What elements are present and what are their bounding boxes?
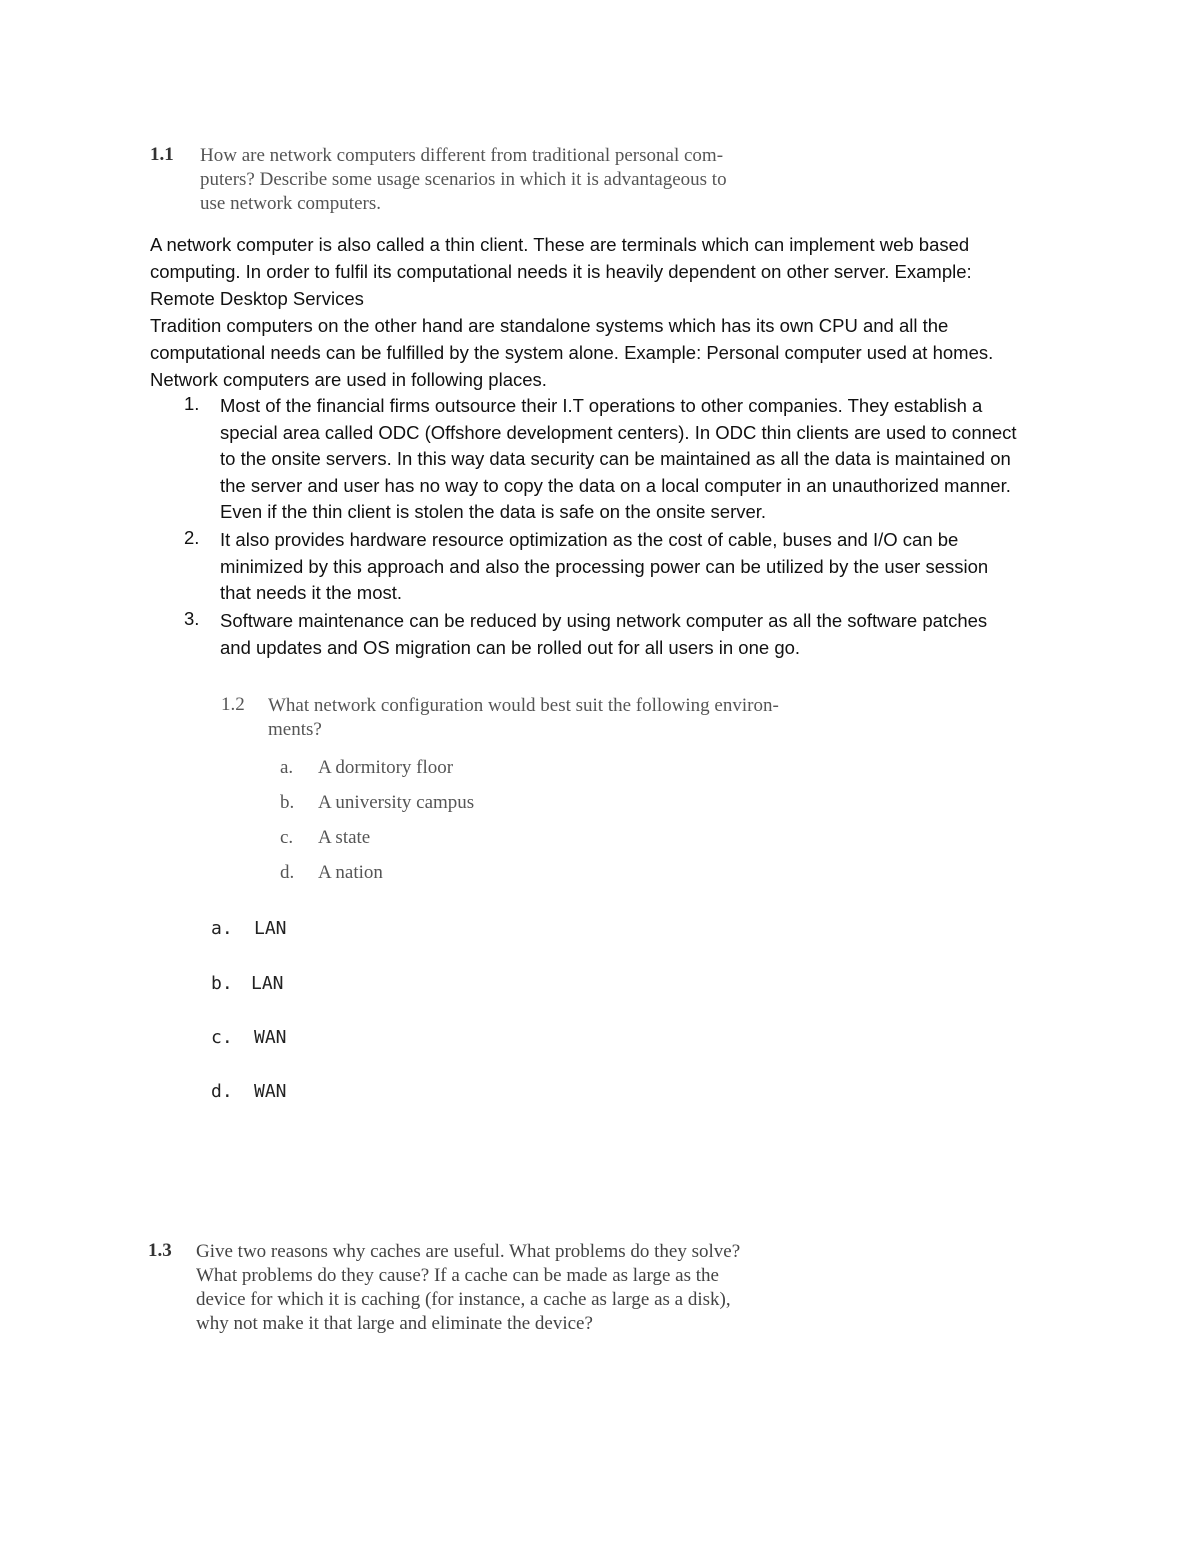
list-number: 3. [184, 608, 200, 629]
answer-text: LAN [254, 918, 287, 939]
option-letter: d. [280, 862, 295, 883]
answer-letter: b. [211, 973, 233, 994]
answer-line: computational needs can be fulfilled by the system alone. Example: Personal computer used at homes. [150, 342, 994, 363]
question-text: What network configuration would best suit the following environ- ments? [268, 695, 779, 740]
question-text: How are network computers different from traditional personal com- puters? Describe some usage scenarios in which it is advantageous to use network computers. [200, 145, 727, 214]
answer-line: computing. In order to fulfil its computational needs it is heavily dependent on other server. Example: [150, 261, 972, 282]
list-text: Software maintenance can be reduced by using network computer as all the software patches and updates and OS migration can be rolled out for all users in one go. [220, 610, 988, 658]
question-number: 1.1 [150, 144, 174, 165]
question-number: 1.2 [221, 694, 245, 715]
option-letter: b. [280, 792, 295, 813]
option-text: A state [318, 827, 371, 848]
answer-text: WAN [254, 1081, 287, 1102]
option-text: A university campus [318, 792, 475, 813]
list-text: It also provides hardware resource optimization as the cost of cable, buses and I/O can be minimized by this approach and also the processing power can be utilized by the user session that needs it the most. [220, 529, 989, 603]
answer-line: Network computers are used in following places. [150, 369, 547, 390]
answer-text: LAN [251, 973, 284, 994]
answer-letter: d. [211, 1081, 233, 1102]
answer-letter: c. [211, 1027, 233, 1048]
question-text: Give two reasons why caches are useful. What problems do they solve? What problems do they cause? If a cache can be made as large as the device for which it is caching (for instance, a cache as large as a disk), why not make it that large and eliminate the device? [196, 1241, 741, 1334]
option-text: A nation [318, 862, 383, 883]
answer-line: Remote Desktop Services [150, 288, 364, 309]
answer-line: Tradition computers on the other hand are standalone systems which has its own CPU and all the [150, 315, 949, 336]
list-number: 1. [184, 393, 200, 414]
option-letter: c. [280, 827, 294, 848]
list-text: Most of the financial firms outsource their I.T operations to other companies. They establish a special area called ODC (Offshore development centers). In ODC thin clients are used to connect to the onsite servers. In this way data security can be maintained as all the data is maintained on the server and user has no way to copy the data on a local computer in an unauthorized manner. Even if the thin client is stolen the data is safe on the onsite server. [220, 395, 1017, 522]
list-number: 2. [184, 527, 200, 548]
answer-letter: a. [211, 918, 233, 939]
question-number: 1.3 [148, 1240, 172, 1261]
answer-text: WAN [254, 1027, 287, 1048]
option-text: A dormitory floor [318, 757, 454, 778]
answer-line: A network computer is also called a thin client. These are terminals which can implement web based [150, 234, 970, 255]
option-letter: a. [280, 757, 294, 778]
